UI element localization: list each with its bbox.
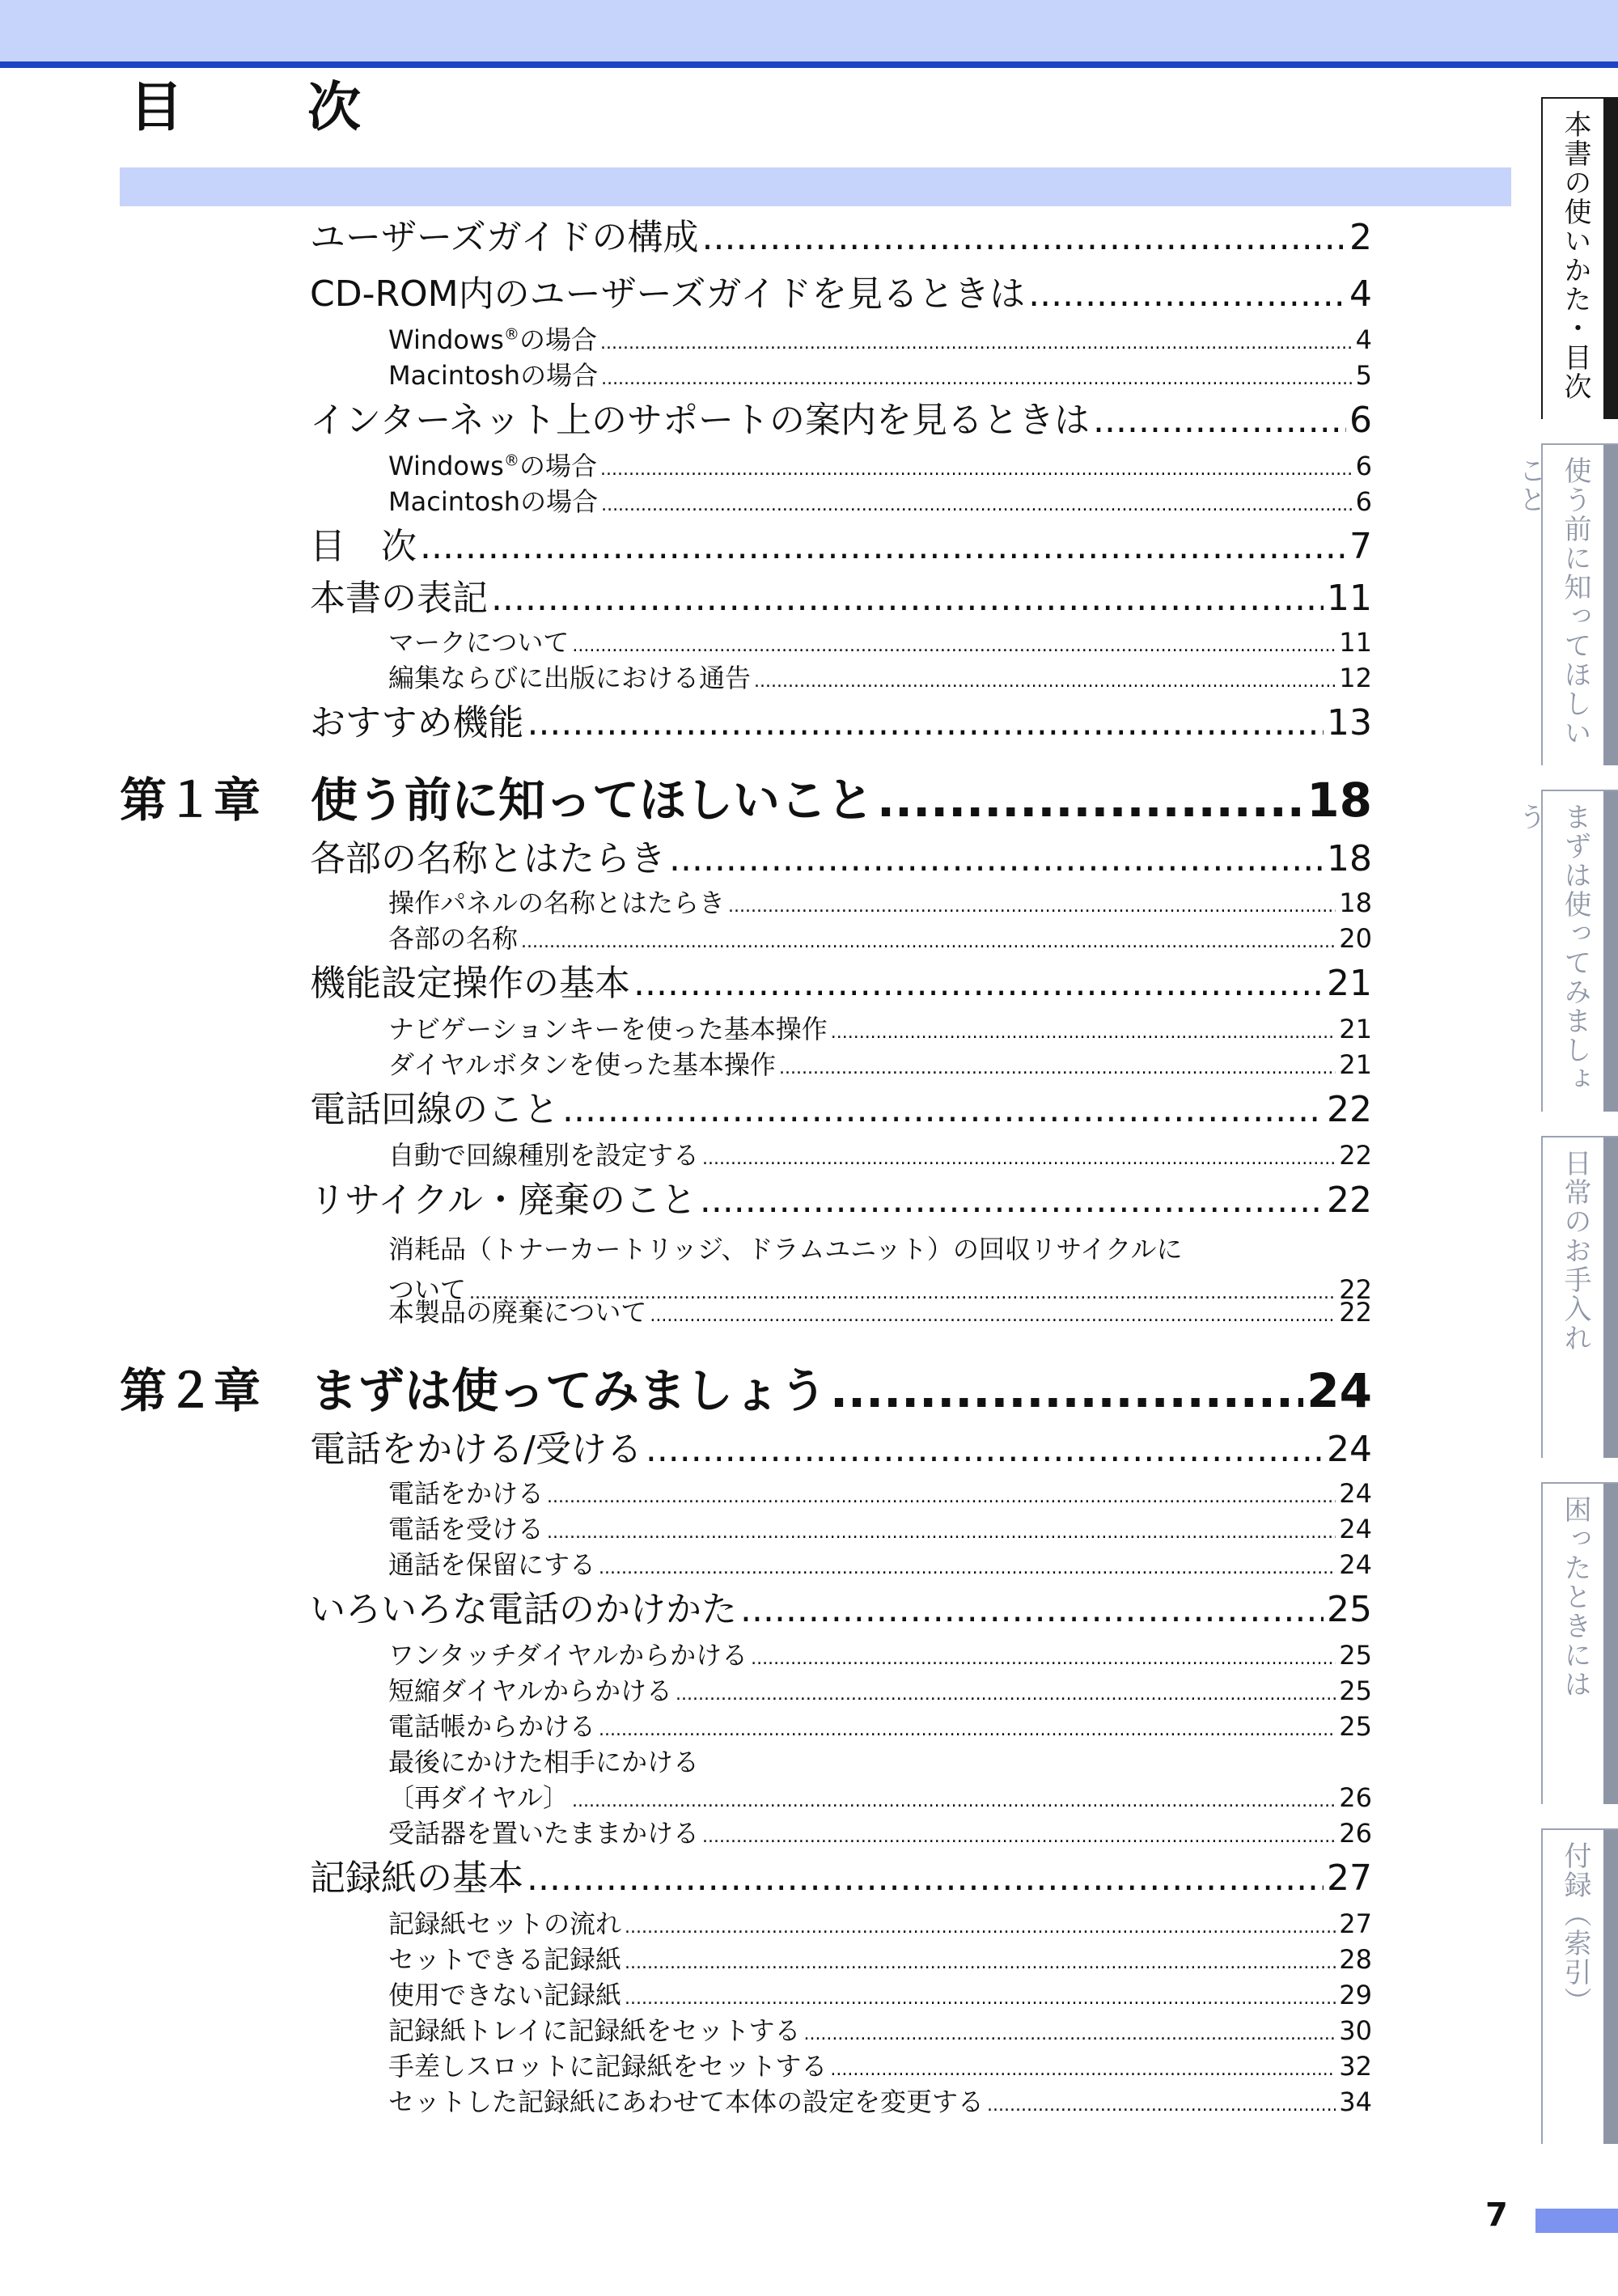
toc-leader-dots xyxy=(600,461,1353,479)
toc-chapter[interactable] xyxy=(120,1363,1372,1418)
toc-leader-dots xyxy=(625,1955,1336,1972)
toc-leader-dots xyxy=(740,1592,1324,1628)
toc-page-number: 5 xyxy=(1355,360,1372,391)
toc-entry-label: ワンタッチダイヤルからかける xyxy=(388,1640,748,1671)
toc-leader-dots xyxy=(1028,277,1346,312)
side-tab-label: 本書の使いかた・目次 xyxy=(1559,110,1591,401)
tab-stripe xyxy=(1603,99,1618,419)
toc-entry-label: 〔再ダイヤル〕 xyxy=(388,1782,570,1813)
footer-accent-bar xyxy=(1535,2209,1618,2233)
toc-leader-dots xyxy=(650,1307,1336,1325)
toc-page-number: 25 xyxy=(1327,1589,1372,1630)
toc-entry-label: Macintoshの場合 xyxy=(388,360,599,391)
toc-entry-label: 目 次 xyxy=(310,526,417,567)
toc-leader-dots xyxy=(633,966,1324,1002)
toc-entry[interactable] xyxy=(388,2015,1372,2046)
toc-leader-dots xyxy=(779,1060,1336,1078)
toc-leader-dots xyxy=(625,1919,1336,1937)
chapter-number: 第１章 xyxy=(120,773,261,828)
toc-entry-label: マークについて xyxy=(388,627,570,658)
side-tab-label: 使う前に知ってほしいこと xyxy=(1514,456,1591,748)
toc-page-number: 22 xyxy=(1339,1274,1372,1305)
label-text: Windows xyxy=(388,324,504,355)
toc-entry-label: セットできる記録紙 xyxy=(388,1944,622,1975)
page-number: 7 xyxy=(1485,2196,1508,2234)
toc-section[interactable] xyxy=(310,526,1372,567)
toc-entry[interactable] xyxy=(388,1640,1372,1671)
page-title: 目 次 xyxy=(129,76,396,138)
toc-entry[interactable] xyxy=(388,1908,1372,1939)
toc-leader-dots xyxy=(420,529,1346,565)
toc-entry-label: 電話をかける xyxy=(388,1478,544,1509)
toc-page-number: 2 xyxy=(1349,217,1372,258)
side-tab[interactable] xyxy=(1514,790,1618,1112)
toc-entry-label: 通話を保留にする xyxy=(388,1549,596,1580)
toc-entry[interactable] xyxy=(388,1016,1372,1042)
toc-leader-dots xyxy=(702,1828,1336,1846)
toc-entry-label xyxy=(388,453,597,479)
toc-entry-line: 最後にかけた相手にかける xyxy=(388,1747,700,1777)
toc-section[interactable] xyxy=(310,1180,1372,1221)
label-text: Windows xyxy=(388,451,504,481)
toc-leader-dots xyxy=(728,898,1336,916)
toc-leader-dots xyxy=(547,1489,1336,1506)
toc-entry-label: リサイクル・廃棄のこと xyxy=(310,1180,697,1221)
toc-leader-dots xyxy=(600,335,1353,353)
toc-section[interactable] xyxy=(310,400,1372,441)
toc-page-number: 24 xyxy=(1339,1549,1372,1580)
toc-page-number: 32 xyxy=(1339,2051,1372,2082)
toc-section[interactable] xyxy=(310,702,1372,743)
toc-entry-label: 記録紙トレイに記録紙をセットする xyxy=(388,2015,801,2046)
toc-entry[interactable] xyxy=(388,923,1372,954)
toc-leader-dots xyxy=(521,934,1336,951)
toc-section[interactable] xyxy=(310,273,1372,315)
toc-page-number: 25 xyxy=(1339,1675,1372,1706)
toc-leader-dots xyxy=(572,1793,1336,1811)
toc-entry-label: 短縮ダイヤルからかける xyxy=(388,1675,673,1706)
toc-entry[interactable] xyxy=(388,1297,1372,1328)
toc-entry[interactable] xyxy=(388,1049,1372,1080)
toc-entry[interactable] xyxy=(388,2086,1372,2117)
toc-page-number: 24 xyxy=(1327,1429,1372,1470)
toc-entry-label: 電話をかける/受ける xyxy=(310,1429,642,1470)
toc-entry[interactable] xyxy=(388,887,1372,918)
toc-section[interactable] xyxy=(310,838,1372,879)
toc-entry-label: まずは使ってみましょう xyxy=(311,1363,828,1418)
toc-entry[interactable] xyxy=(388,1944,1372,1975)
toc-entry-label: 使用できない記録紙 xyxy=(388,1980,622,2010)
toc-leader-dots xyxy=(599,1722,1336,1739)
header-rule xyxy=(0,61,1618,68)
toc-entry-label: Macintoshの場合 xyxy=(388,486,599,517)
toc-page-number: 27 xyxy=(1339,1908,1372,1939)
toc-leader-dots xyxy=(1093,403,1346,438)
toc-page-number: 7 xyxy=(1349,526,1372,567)
toc-section[interactable] xyxy=(310,1429,1372,1470)
toc-page-number: 24 xyxy=(1339,1514,1372,1544)
toc-page-number: 24 xyxy=(1339,1478,1372,1509)
toc-entry-label: 受話器を置いたままかける xyxy=(388,1818,700,1849)
toc-section[interactable] xyxy=(310,217,1372,258)
tab-stripe xyxy=(1603,1484,1618,1804)
toc-page-number: 22 xyxy=(1327,1180,1372,1221)
side-tab[interactable] xyxy=(1541,1482,1618,1804)
toc-page-number: 12 xyxy=(1339,663,1372,693)
toc-entry-line: 消耗品（トナーカートリッジ、ドラムユニット）の回収リサイクルに xyxy=(388,1234,1183,1264)
side-tab-label: 付録（索引） xyxy=(1559,1841,1591,2016)
toc-entry-label: ユーザーズガイドの構成 xyxy=(310,217,699,258)
registered-mark: ® xyxy=(503,451,520,470)
toc-section[interactable] xyxy=(310,1858,1372,1899)
toc-entry[interactable] xyxy=(388,2051,1372,2082)
toc-entry[interactable] xyxy=(388,453,1372,479)
toc-page-number: 22 xyxy=(1327,1089,1372,1130)
toc-entry-label: 記録紙の基本 xyxy=(310,1858,523,1899)
toc-leader-dots xyxy=(625,1990,1336,2008)
toc-chapter[interactable] xyxy=(120,773,1372,828)
toc-page-number: 21 xyxy=(1339,1049,1372,1080)
toc-leader-dots xyxy=(803,2026,1336,2044)
registered-mark: ® xyxy=(503,324,520,344)
toc-entry-label: 各部の名称とはたらき xyxy=(310,838,666,879)
toc-page-number: 13 xyxy=(1327,702,1372,743)
toc-page-number: 6 xyxy=(1355,486,1372,517)
label-text: の場合 xyxy=(519,324,598,355)
toc-leader-dots xyxy=(700,1183,1324,1218)
toc-leader-dots xyxy=(830,2061,1336,2079)
toc-entry-label xyxy=(388,324,598,355)
toc-page-number: 11 xyxy=(1327,578,1372,619)
toc-leader-dots xyxy=(527,1861,1324,1896)
toc-leader-dots xyxy=(547,1524,1336,1542)
toc-leader-dots xyxy=(646,1432,1324,1468)
toc-page-number: 4 xyxy=(1349,273,1372,315)
toc-entry-label: セットした記録紙にあわせて本体の設定を変更する xyxy=(388,2086,985,2117)
toc-page-number: 24 xyxy=(1307,1363,1372,1418)
toc-entry[interactable] xyxy=(388,1818,1372,1849)
toc-page-number: 18 xyxy=(1327,838,1372,879)
toc-entry[interactable] xyxy=(388,360,1372,391)
toc-entry[interactable] xyxy=(388,1782,1372,1813)
toc-entry-label: インターネット上のサポートの案内を見るときは xyxy=(310,400,1091,441)
toc-entry[interactable] xyxy=(388,1711,1372,1742)
toc-page-number: 22 xyxy=(1339,1140,1372,1171)
toc-entry-label: 自動で回線種別を設定する xyxy=(388,1140,700,1171)
toc-entry-label: ナビゲーションキーを使った基本操作 xyxy=(388,1014,828,1044)
toc-leader-dots xyxy=(572,638,1336,655)
toc-page-number: 4 xyxy=(1355,324,1372,355)
toc-page-number: 11 xyxy=(1339,627,1372,658)
toc-page-number: 18 xyxy=(1339,887,1372,918)
toc-leader-dots xyxy=(601,371,1353,388)
toc-section[interactable] xyxy=(310,1589,1372,1630)
label-text: の場合 xyxy=(519,451,598,481)
toc-leader-dots xyxy=(527,705,1324,741)
toc-leader-dots xyxy=(669,841,1324,877)
toc-page-number: 21 xyxy=(1327,963,1372,1004)
toc-page-number: 25 xyxy=(1339,1640,1372,1671)
toc-entry[interactable] xyxy=(388,1675,1372,1706)
toc-entry[interactable] xyxy=(388,665,1372,691)
toc-entry-label: 手差しスロットに記録紙をセットする xyxy=(388,2051,828,2082)
toc-entry-label: 記録紙セットの流れ xyxy=(388,1908,622,1939)
toc-entry-label: ダイヤルボタンを使った基本操作 xyxy=(388,1049,777,1080)
toc-section[interactable] xyxy=(310,578,1372,619)
toc-entry-label: 編集ならびに出版における通告 xyxy=(388,663,752,693)
tab-stripe xyxy=(1603,445,1618,765)
toc-leader-dots xyxy=(877,777,1303,824)
tab-stripe xyxy=(1603,1137,1618,1458)
toc-leader-dots xyxy=(987,2097,1336,2115)
toc-page-number: 6 xyxy=(1349,400,1372,441)
toc-entry-label: 機能設定操作の基本 xyxy=(310,963,630,1004)
toc-entry[interactable] xyxy=(388,486,1372,517)
side-tab-label: 日常のお手入れ xyxy=(1559,1149,1591,1353)
toc-entry-label: 電話帳からかける xyxy=(388,1711,596,1742)
toc-section[interactable] xyxy=(310,1089,1372,1130)
toc-page-number: 27 xyxy=(1327,1858,1372,1899)
tab-stripe xyxy=(1603,791,1618,1112)
toc-entry-label: いろいろな電話のかけかた xyxy=(310,1589,737,1630)
toc-leader-dots xyxy=(562,1092,1324,1128)
toc-entry[interactable] xyxy=(388,1549,1372,1580)
toc-entry[interactable] xyxy=(388,1478,1372,1509)
toc-entry-label: ついて xyxy=(388,1274,467,1305)
toc-page-number: 26 xyxy=(1339,1782,1372,1813)
toc-entry[interactable] xyxy=(388,627,1372,658)
toc-entry-label: 使う前に知ってほしいこと xyxy=(311,773,875,828)
toc-entry-label: CD-ROM内のユーザーズガイドを見るときは xyxy=(310,273,1026,315)
toc-entry-label: 各部の名称 xyxy=(388,923,519,954)
side-tab[interactable] xyxy=(1514,443,1618,765)
toc-entry-label: 操作パネルの名称とはたらき xyxy=(388,887,726,918)
side-tab[interactable] xyxy=(1541,97,1618,419)
toc-section[interactable] xyxy=(310,963,1372,1004)
chapter-number: 第２章 xyxy=(120,1363,261,1418)
toc-page-number: 18 xyxy=(1307,773,1372,828)
toc-entry-label: おすすめ機能 xyxy=(310,702,524,743)
toc-entry-label: 本書の表記 xyxy=(310,578,488,619)
toc-entry-label: 電話回線のこと xyxy=(310,1089,559,1130)
toc-entry[interactable] xyxy=(388,1140,1372,1171)
toc-leader-dots xyxy=(601,497,1353,515)
toc-leader-dots xyxy=(830,1367,1303,1414)
toc-leader-dots xyxy=(702,1150,1336,1168)
title-underbar xyxy=(120,167,1511,206)
toc-entry-label: 電話を受ける xyxy=(388,1514,544,1544)
toc-page-number: 6 xyxy=(1355,451,1372,481)
toc-page-number: 28 xyxy=(1339,1944,1372,1975)
toc-page-number: 34 xyxy=(1339,2086,1372,2117)
toc-leader-dots xyxy=(676,1686,1336,1704)
toc-leader-dots xyxy=(754,673,1336,691)
tab-stripe xyxy=(1603,1830,1618,2144)
toc-leader-dots xyxy=(701,220,1346,256)
toc-page-number: 26 xyxy=(1339,1818,1372,1849)
toc-leader-dots xyxy=(831,1024,1336,1042)
side-tab-label: 困ったときには xyxy=(1559,1495,1591,1699)
toc-leader-dots xyxy=(599,1560,1336,1578)
toc-entry[interactable] xyxy=(388,1516,1372,1542)
side-tab-label: まずは使ってみましょう xyxy=(1514,803,1591,1094)
toc-page-number: 25 xyxy=(1339,1711,1372,1742)
toc-leader-dots xyxy=(491,581,1324,616)
toc-entry[interactable] xyxy=(388,1982,1372,2008)
toc-entry[interactable] xyxy=(388,324,1372,355)
toc-page-number: 21 xyxy=(1339,1014,1372,1044)
toc-entry-label: 本製品の廃棄について xyxy=(388,1297,647,1328)
toc-page-number: 29 xyxy=(1339,1980,1372,2010)
side-tab[interactable] xyxy=(1541,1828,1618,2144)
toc-leader-dots xyxy=(751,1650,1336,1668)
toc-page-number: 22 xyxy=(1339,1297,1372,1328)
toc-page-number: 20 xyxy=(1339,923,1372,954)
side-index-tabs xyxy=(1514,97,1618,2144)
header-band xyxy=(0,0,1618,61)
toc-page-number: 30 xyxy=(1339,2015,1372,2046)
side-tab[interactable] xyxy=(1541,1136,1618,1458)
